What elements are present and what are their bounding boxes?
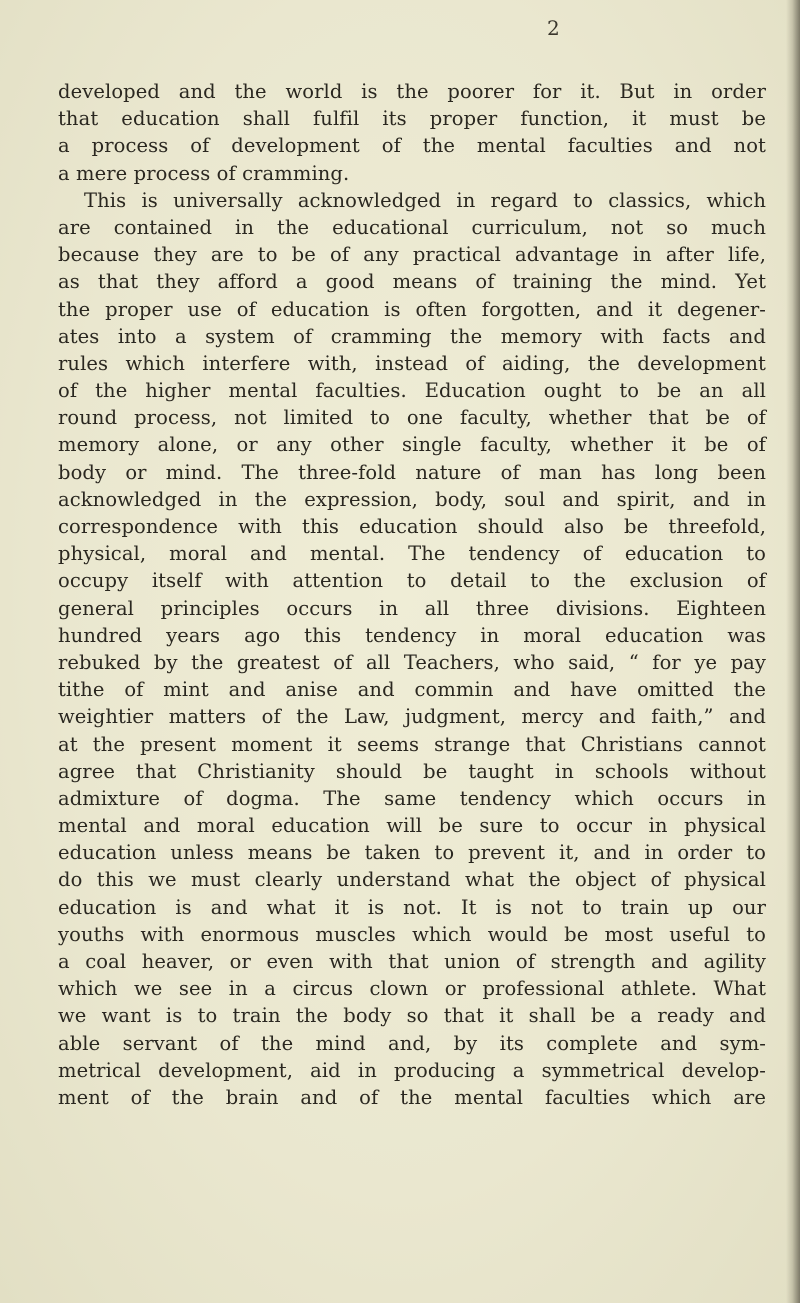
- text-line: that education shall fulfil its proper function, it must be: [58, 107, 766, 131]
- text-line: a mere process of cramming.: [58, 161, 350, 185]
- text-line: rules which interfere with, instead of aiding, the development: [58, 351, 766, 375]
- text-line: ates into a system of cramming the memory with facts and: [58, 324, 766, 348]
- text-line: a coal heaver, or even with that union of strength and agility: [58, 950, 766, 973]
- text-line: This is universally acknowledged in regard to classics, which: [84, 188, 766, 212]
- text-line: a process of development of the mental faculties and not: [58, 134, 766, 158]
- text-line: occupy itself with attention to detail to the exclusion of: [58, 569, 766, 593]
- text-line: at the present moment it seems strange that Christians cannot: [58, 732, 766, 756]
- text-line: memory alone, or any other single faculty, whether it be of: [58, 433, 766, 457]
- body-text: [58, 78, 766, 1111]
- text-line: admixture of dogma. The same tendency which occurs in: [58, 786, 766, 810]
- page-edge-shadow: [786, 0, 800, 1303]
- text-line: hundred years ago this tendency in moral education was: [58, 623, 766, 647]
- text-line: correspondence with this education should also be threefold,: [58, 515, 766, 538]
- text-line: do this we must clearly understand what the object of physical: [58, 868, 766, 892]
- text-line: weightier matters of the Law, judgment, mercy and faith,” and: [58, 705, 766, 729]
- text-line: we want is to train the body so that it shall be a ready and: [58, 1004, 766, 1028]
- text-line: metrical development, aid in producing a symmetrical develop-: [58, 1058, 766, 1082]
- text-line: round process, not limited to one faculty, whether that be of: [58, 406, 766, 430]
- text-line: able servant of the mind and, by its complete and sym-: [58, 1031, 766, 1055]
- text-line: education is and what it is not. It is not to train up our: [58, 895, 766, 919]
- text-line: body or mind. The three-fold nature of man has long been: [58, 460, 766, 484]
- text-line: rebuked by the greatest of all Teachers, who said, “ for ye pay: [58, 650, 766, 674]
- text-line: general principles occurs in all three divisions. Eighteen: [58, 596, 766, 620]
- text-line: the proper use of education is often forgotten, and it degener-: [58, 297, 766, 321]
- text-line: because they are to be of any practical advantage in after life,: [58, 243, 766, 267]
- text-line: as that they afford a good means of training the mind. Yet: [58, 270, 766, 294]
- page-number: 2: [547, 16, 560, 40]
- text-line: mental and moral education will be sure to occur in physical: [58, 814, 766, 838]
- text-line: agree that Christianity should be taught in schools without: [58, 759, 766, 783]
- text-line: education unless means be taken to prevent it, and in order to: [58, 841, 766, 865]
- text-line: ment of the brain and of the mental faculties which are: [58, 1085, 766, 1109]
- text-line: youths with enormous muscles which would be most useful to: [58, 922, 766, 946]
- text-line: tithe of mint and anise and commin and have omitted the: [58, 678, 766, 702]
- text-line: which we see in a circus clown or professional athlete. What: [58, 977, 766, 1001]
- text-line: acknowledged in the expression, body, soul and spirit, and in: [58, 487, 766, 511]
- text-line: are contained in the educational curriculum, not so much: [58, 215, 766, 239]
- text-line: physical, moral and mental. The tendency of education to: [58, 542, 766, 566]
- text-line: developed and the world is the poorer for it. But in order: [58, 80, 766, 103]
- text-line: of the higher mental faculties. Education ought to be an all: [58, 379, 766, 403]
